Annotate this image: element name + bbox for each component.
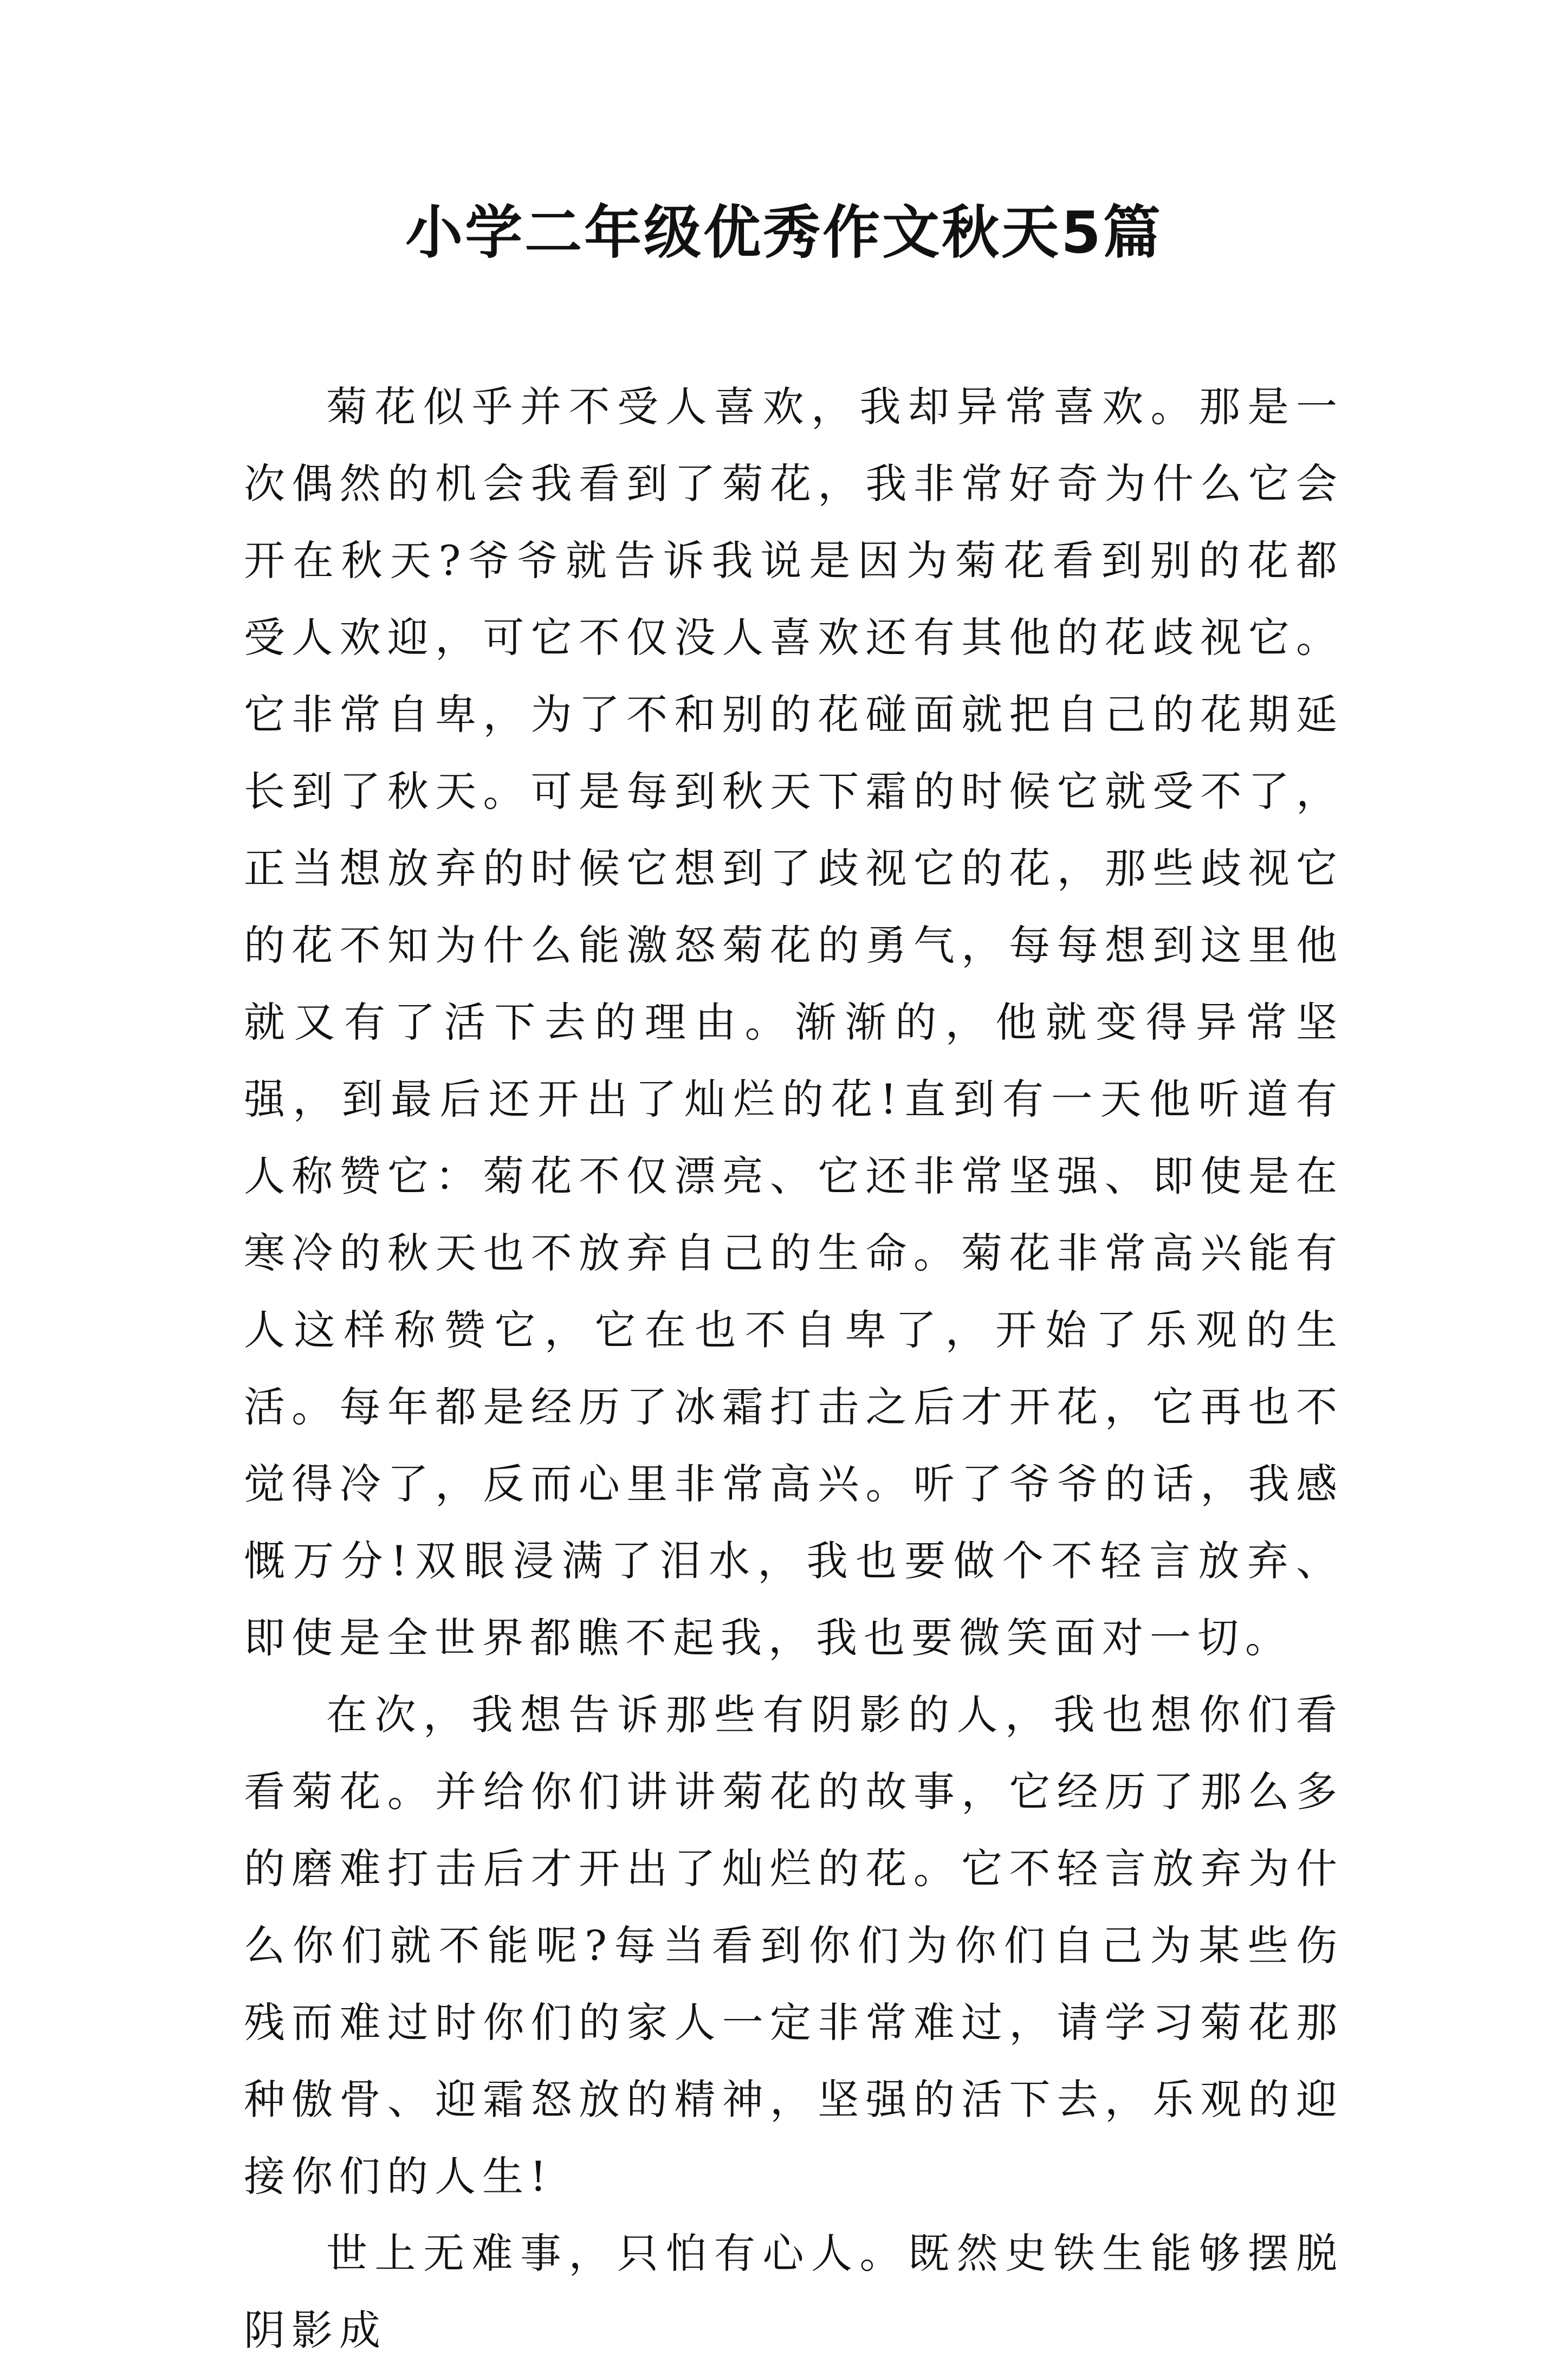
document-title: 小学二年级优秀作文秋天5篇 <box>405 199 1163 266</box>
paragraph-2: 在次，我想告诉那些有阴影的人，我也想你们看看菊花。并给你们讲讲菊花的故事，它经历了那么多的磨难打击后才开出了灿烂的花。它不轻言放弃为什么你们就不能呢?每当看到你们为你们自己为某些伤残而难过时你们的家人一定非常难过，请学习菊花那种傲骨、迎霜怒放的精神，坚强的活下去，乐观的迎接你们的人生! <box>244 1691 1344 2200</box>
paragraph-1: 菊花似乎并不受人喜欢，我却异常喜欢。那是一次偶然的机会我看到了菊花，我非常好奇为什么它会开在秋天?爷爷就告诉我说是因为菊花看到别的花都受人欢迎，可它不仅没人喜欢还有其他的花歧视它。它非常自卑，为了不和别的花碰面就把自己的花期延长到了秋天。可是每到秋天下霜的时候它就受不了，正当想放弃的时候它想到了歧视它的花，那些歧视它的花不知为什么能激怒菊花的勇气，每每想到这里他就又有了活下去的理由。渐渐的，他就变得异常坚强，到最后还开出了灿烂的花!直到有一天他听道有人称赞它：菊花不仅漂亮、它还非常坚强、即使是在寒冷的秋天也不放弃自己的生命。菊花非常高兴能有人这样称赞它，它在也不自卑了，开始了乐观的生活。每年都是经历了冰霜打击之后才开花，它再也不觉得冷了，反而心里非常高兴。听了爷爷的话，我感慨万分!双眼浸满了泪水，我也要做个不轻言放弃、即使是全世界都瞧不起我，我也要微笑面对一切。 <box>244 383 1344 1662</box>
paragraph-3: 世上无难事，只怕有心人。既然史铁生能够摆脱阴影成 <box>244 2229 1344 2354</box>
document-body <box>244 368 1344 2369</box>
